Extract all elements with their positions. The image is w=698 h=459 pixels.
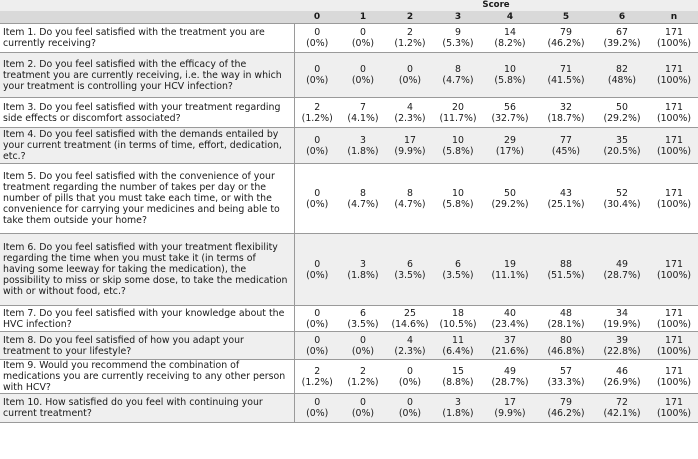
score-cell xyxy=(386,164,434,234)
item-question: Item 10. How satisfied do you feel with continuing your current treatment? xyxy=(0,394,294,423)
count-value: 11 xyxy=(452,334,464,346)
count-value: 171 xyxy=(665,187,683,199)
column-header-1: 1 xyxy=(340,11,386,24)
percent-value: (8.2%) xyxy=(494,38,526,49)
percent-value: (2.3%) xyxy=(394,112,426,124)
count-value: 171 xyxy=(665,307,683,319)
score-cell xyxy=(340,53,386,98)
score-cell xyxy=(538,98,594,128)
column-header-row xyxy=(0,11,698,24)
percent-value: (0%) xyxy=(306,408,329,419)
percent-value: (100%) xyxy=(656,408,692,419)
score-cell xyxy=(434,98,482,128)
score-cell xyxy=(650,306,698,332)
score-cell xyxy=(434,394,482,423)
score-cell xyxy=(434,53,482,98)
item-question: Item 6. Do you feel satisfied with your treatment flexibility regarding the time when you must take it (in terms of having some leeway for taking the medication), the possibility to miss or skip some dose, to take the medication with or without food, etc.? xyxy=(0,234,294,306)
count-value: 50 xyxy=(616,101,628,113)
score-cell xyxy=(386,128,434,164)
count-value: 25 xyxy=(404,307,416,319)
count-value: 37 xyxy=(504,334,516,346)
percent-value: (51.5%) xyxy=(547,269,585,281)
percent-value: (100%) xyxy=(656,318,692,330)
count-value: 49 xyxy=(504,365,516,377)
score-cell xyxy=(650,24,698,53)
score-cell xyxy=(482,164,538,234)
item-question: Item 7. Do you feel satisfied with your knowledge about the HVC infection? xyxy=(0,306,294,332)
table-row xyxy=(0,234,698,306)
score-cell xyxy=(434,360,482,394)
count-value: 14 xyxy=(504,27,516,38)
percent-value: (29.2%) xyxy=(603,112,641,124)
percent-value: (3.5%) xyxy=(347,318,379,330)
score-cell xyxy=(594,306,650,332)
percent-value: (41.5%) xyxy=(547,75,585,86)
count-value: 0 xyxy=(314,397,321,408)
count-value: 32 xyxy=(560,101,572,113)
count-value: 67 xyxy=(616,27,628,38)
count-value: 0 xyxy=(360,64,366,75)
score-cell xyxy=(294,24,340,53)
percent-value: (42.1%) xyxy=(603,408,641,419)
percent-value: (1.2%) xyxy=(347,376,379,388)
count-value: 10 xyxy=(452,134,464,146)
percent-value: (0%) xyxy=(398,75,422,86)
score-cell xyxy=(482,24,538,53)
score-cell xyxy=(294,394,340,423)
percent-value: (4.7%) xyxy=(347,198,379,210)
table-row xyxy=(0,360,698,394)
percent-value: (22.8%) xyxy=(603,345,641,357)
score-cell xyxy=(386,53,434,98)
count-value: 2 xyxy=(360,365,366,377)
score-cell xyxy=(434,164,482,234)
count-value: 20 xyxy=(452,101,464,113)
score-cell xyxy=(594,128,650,164)
score-cell xyxy=(650,128,698,164)
score-cell xyxy=(538,234,594,306)
percent-value: (21.6%) xyxy=(491,345,529,357)
score-cell xyxy=(340,332,386,360)
percent-value: (0%) xyxy=(306,345,329,357)
percent-value: (0%) xyxy=(398,408,422,419)
score-cell xyxy=(386,24,434,53)
percent-value: (28.7%) xyxy=(491,376,529,388)
score-cell xyxy=(482,53,538,98)
item-question: Item 8. Do you feel satisfied of how you adapt your treatment to your lifestyle? xyxy=(0,332,294,360)
count-value: 171 xyxy=(665,27,683,38)
percent-value: (0%) xyxy=(306,145,329,157)
count-value: 79 xyxy=(560,27,572,38)
count-value: 15 xyxy=(452,365,464,377)
percent-value: (0%) xyxy=(351,38,375,49)
score-cell xyxy=(482,234,538,306)
percent-value: (48%) xyxy=(607,75,637,86)
percent-value: (10.5%) xyxy=(439,318,477,330)
count-value: 49 xyxy=(616,258,628,270)
percent-value: (100%) xyxy=(656,38,692,49)
count-value: 6 xyxy=(407,258,413,270)
percent-value: (0%) xyxy=(351,345,375,357)
score-cell xyxy=(386,306,434,332)
score-cell xyxy=(386,394,434,423)
table-row xyxy=(0,128,698,164)
count-value: 171 xyxy=(665,334,683,346)
count-value: 3 xyxy=(360,134,366,146)
count-value: 17 xyxy=(504,397,516,408)
count-value: 0 xyxy=(314,27,321,38)
score-cell xyxy=(538,332,594,360)
percent-value: (39.2%) xyxy=(603,38,641,49)
percent-value: (17%) xyxy=(495,145,525,157)
score-cell xyxy=(340,98,386,128)
score-group-header-row xyxy=(0,0,698,11)
percent-value: (0%) xyxy=(306,75,329,86)
count-value: 0 xyxy=(314,334,321,346)
score-cell xyxy=(538,24,594,53)
score-cell xyxy=(594,164,650,234)
count-value: 0 xyxy=(407,365,413,377)
item-question: Item 2. Do you feel satisfied with the efficacy of the treatment you are currently receiving, i.e. the way in which your treatment is controlling your HCV infection? xyxy=(0,53,294,98)
percent-value: (2.3%) xyxy=(394,345,426,357)
column-header-2: 2 xyxy=(386,11,434,24)
count-value: 0 xyxy=(407,64,413,75)
score-cell xyxy=(650,234,698,306)
count-value: 34 xyxy=(616,307,628,319)
count-value: 56 xyxy=(504,101,516,113)
count-value: 0 xyxy=(360,27,366,38)
score-cell xyxy=(538,394,594,423)
score-cell xyxy=(538,306,594,332)
count-value: 171 xyxy=(665,101,683,113)
table-row xyxy=(0,98,698,128)
score-cell xyxy=(538,53,594,98)
table-row xyxy=(0,164,698,234)
percent-value: (6.4%) xyxy=(442,345,474,357)
score-cell xyxy=(434,306,482,332)
score-cell xyxy=(594,360,650,394)
count-value: 0 xyxy=(314,258,321,270)
percent-value: (100%) xyxy=(656,376,692,388)
score-cell xyxy=(482,306,538,332)
percent-value: (1.2%) xyxy=(394,38,426,49)
score-cell xyxy=(650,360,698,394)
count-value: 48 xyxy=(560,307,572,319)
score-cell xyxy=(294,98,340,128)
percent-value: (100%) xyxy=(656,345,692,357)
score-cell xyxy=(340,234,386,306)
count-value: 71 xyxy=(560,64,572,75)
count-value: 4 xyxy=(407,101,413,113)
score-cell xyxy=(594,53,650,98)
score-cell xyxy=(294,53,340,98)
column-header-4: 4 xyxy=(482,11,538,24)
score-cell xyxy=(594,394,650,423)
score-cell xyxy=(650,164,698,234)
count-value: 8 xyxy=(407,187,413,199)
score-cell xyxy=(650,332,698,360)
column-header-5: 5 xyxy=(538,11,594,24)
percent-value: (0%) xyxy=(306,38,329,49)
percent-value: (18.7%) xyxy=(547,112,585,124)
blank-header-cell xyxy=(0,0,294,11)
table-row xyxy=(0,24,698,53)
percent-value: (3.5%) xyxy=(394,269,426,281)
count-value: 77 xyxy=(560,134,572,146)
count-value: 0 xyxy=(360,397,366,408)
score-cell xyxy=(482,332,538,360)
score-cell xyxy=(482,360,538,394)
score-cell xyxy=(594,24,650,53)
count-value: 40 xyxy=(504,307,516,319)
table-row xyxy=(0,332,698,360)
table-row xyxy=(0,306,698,332)
column-header-n: n xyxy=(650,11,698,24)
count-value: 171 xyxy=(665,365,683,377)
count-value: 0 xyxy=(407,397,413,408)
count-value: 52 xyxy=(616,187,628,199)
score-cell xyxy=(386,234,434,306)
percent-value: (100%) xyxy=(656,75,692,86)
score-cell xyxy=(538,164,594,234)
percent-value: (1.2%) xyxy=(301,376,333,388)
item-question: Item 1. Do you feel satisfied with the treatment you are currently receiving? xyxy=(0,24,294,53)
percent-value: (30.4%) xyxy=(603,198,641,210)
percent-value: (23.4%) xyxy=(491,318,529,330)
item-question: Item 4. Do you feel satisfied with the demands entailed by your current treatment (in terms of time, effort, dedication, etc.? xyxy=(0,128,294,164)
percent-value: (9.9%) xyxy=(394,145,426,157)
count-value: 19 xyxy=(504,258,516,270)
score-cell xyxy=(434,128,482,164)
score-cell xyxy=(340,24,386,53)
score-group-label: Score xyxy=(294,0,698,11)
score-cell xyxy=(386,98,434,128)
percent-value: (5.3%) xyxy=(442,38,474,49)
score-cell xyxy=(482,98,538,128)
count-value: 171 xyxy=(665,258,683,270)
score-cell xyxy=(594,332,650,360)
count-value: 79 xyxy=(560,397,572,408)
table-body xyxy=(0,24,698,423)
percent-value: (19.9%) xyxy=(603,318,641,330)
count-value: 0 xyxy=(360,334,366,346)
table-row xyxy=(0,394,698,423)
score-cell xyxy=(434,234,482,306)
score-cell xyxy=(482,128,538,164)
score-cell xyxy=(294,128,340,164)
percent-value: (4.1%) xyxy=(347,112,379,124)
percent-value: (33.3%) xyxy=(547,376,585,388)
score-cell xyxy=(594,234,650,306)
count-value: 171 xyxy=(665,397,683,408)
percent-value: (26.9%) xyxy=(603,376,641,388)
count-value: 3 xyxy=(455,397,461,408)
percent-value: (45%) xyxy=(551,145,581,157)
score-cell xyxy=(538,128,594,164)
count-value: 6 xyxy=(360,307,366,319)
percent-value: (0%) xyxy=(351,75,375,86)
count-value: 7 xyxy=(360,101,366,113)
percent-value: (28.1%) xyxy=(547,318,585,330)
percent-value: (46.2%) xyxy=(547,38,585,49)
count-value: 88 xyxy=(560,258,572,270)
count-value: 0 xyxy=(314,307,321,319)
percent-value: (9.9%) xyxy=(494,408,526,419)
count-value: 39 xyxy=(616,334,628,346)
count-value: 0 xyxy=(314,64,321,75)
percent-value: (11.1%) xyxy=(491,269,529,281)
percent-value: (1.8%) xyxy=(347,269,379,281)
score-cell xyxy=(294,234,340,306)
score-cell xyxy=(538,360,594,394)
column-header-0: 0 xyxy=(294,11,340,24)
count-value: 46 xyxy=(616,365,628,377)
count-value: 10 xyxy=(452,187,464,199)
count-value: 3 xyxy=(360,258,366,270)
item-question: Item 3. Do you feel satisfied with your treatment regarding side effects or discomfort associated? xyxy=(0,98,294,128)
percent-value: (5.8%) xyxy=(494,75,526,86)
count-value: 2 xyxy=(314,101,321,113)
item-column-header xyxy=(0,11,294,24)
score-cell xyxy=(386,332,434,360)
count-value: 8 xyxy=(360,187,366,199)
percent-value: (20.5%) xyxy=(603,145,641,157)
percent-value: (1.8%) xyxy=(347,145,379,157)
percent-value: (46.2%) xyxy=(547,408,585,419)
percent-value: (100%) xyxy=(656,145,692,157)
percent-value: (3.5%) xyxy=(442,269,474,281)
percent-value: (25.1%) xyxy=(547,198,585,210)
count-value: 43 xyxy=(560,187,572,199)
count-value: 10 xyxy=(504,64,516,75)
count-value: 0 xyxy=(314,134,321,146)
score-cell xyxy=(594,98,650,128)
percent-value: (11.7%) xyxy=(439,112,477,124)
percent-value: (100%) xyxy=(656,198,692,210)
count-value: 171 xyxy=(665,64,683,75)
column-header-3: 3 xyxy=(434,11,482,24)
percent-value: (28.7%) xyxy=(603,269,641,281)
table-row xyxy=(0,53,698,98)
score-cell xyxy=(650,98,698,128)
count-value: 72 xyxy=(616,397,628,408)
score-cell xyxy=(294,164,340,234)
percent-value: (14.6%) xyxy=(391,318,429,330)
score-cell xyxy=(294,332,340,360)
count-value: 2 xyxy=(407,27,413,38)
count-value: 82 xyxy=(616,64,628,75)
item-question: Item 5. Do you feel satisfied with the convenience of your treatment regarding the number of takes per day or the number of pills that you must take each time, or with the convenience for carrying your medicines and being able to take them outside your home? xyxy=(0,164,294,234)
score-cell xyxy=(294,306,340,332)
count-value: 29 xyxy=(504,134,516,146)
percent-value: (5.8%) xyxy=(442,145,474,157)
score-cell xyxy=(482,394,538,423)
percent-value: (29.2%) xyxy=(491,198,529,210)
count-value: 57 xyxy=(560,365,572,377)
score-cell xyxy=(650,53,698,98)
count-value: 0 xyxy=(314,187,321,199)
count-value: 17 xyxy=(404,134,416,146)
count-value: 9 xyxy=(455,27,461,38)
score-cell xyxy=(650,394,698,423)
count-value: 2 xyxy=(314,365,321,377)
column-header-6: 6 xyxy=(594,11,650,24)
count-value: 6 xyxy=(455,258,461,270)
percent-value: (5.8%) xyxy=(442,198,474,210)
count-value: 18 xyxy=(452,307,464,319)
percent-value: (8.8%) xyxy=(442,376,474,388)
score-cell xyxy=(294,360,340,394)
count-value: 80 xyxy=(560,334,572,346)
score-cell xyxy=(386,360,434,394)
percent-value: (0%) xyxy=(306,318,329,330)
percent-value: (46.8%) xyxy=(547,345,585,357)
count-value: 171 xyxy=(665,134,683,146)
percent-value: (1.2%) xyxy=(301,112,333,124)
score-cell xyxy=(340,164,386,234)
percent-value: (0%) xyxy=(398,376,422,388)
percent-value: (0%) xyxy=(351,408,375,419)
score-cell xyxy=(340,394,386,423)
count-value: 35 xyxy=(616,134,628,146)
percent-value: (100%) xyxy=(656,269,692,281)
count-value: 4 xyxy=(407,334,413,346)
score-cell xyxy=(434,332,482,360)
score-cell xyxy=(340,128,386,164)
score-cell xyxy=(434,24,482,53)
count-value: 8 xyxy=(455,64,461,75)
percent-value: (100%) xyxy=(656,112,692,124)
item-question: Item 9. Would you recommend the combination of medications you are currently receiving to any other person with HCV? xyxy=(0,360,294,394)
percent-value: (0%) xyxy=(306,198,329,210)
percent-value: (32.7%) xyxy=(491,112,529,124)
score-cell xyxy=(340,360,386,394)
score-cell xyxy=(340,306,386,332)
percent-value: (4.7%) xyxy=(394,198,426,210)
percent-value: (0%) xyxy=(306,269,329,281)
count-value: 50 xyxy=(504,187,516,199)
percent-value: (4.7%) xyxy=(442,75,474,86)
percent-value: (1.8%) xyxy=(442,408,474,419)
